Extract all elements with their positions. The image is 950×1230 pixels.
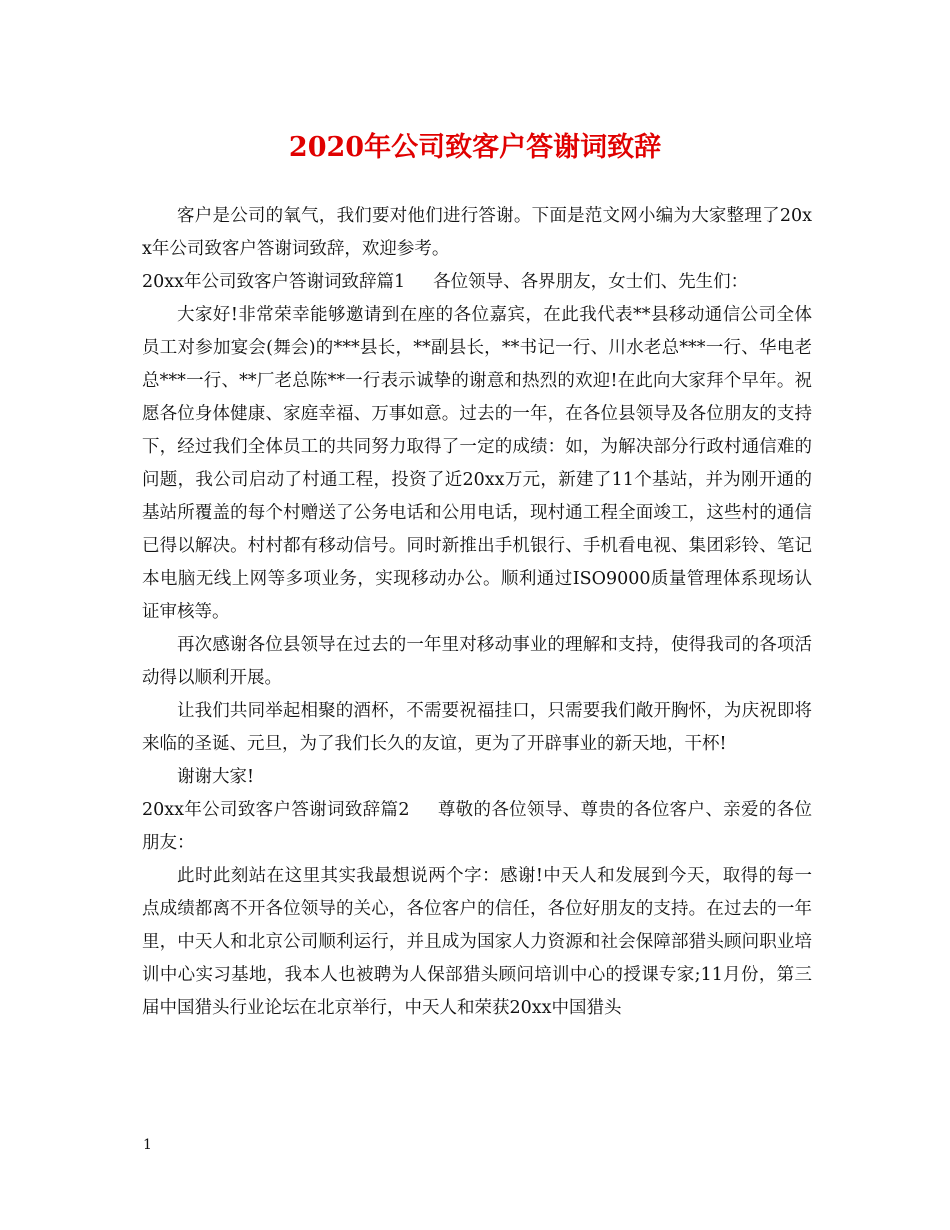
body-paragraph: 此时此刻站在这里其实我最想说两个字：感谢!中天人和发展到今天，取得的每一点成绩都离不开各位领导的关心，各位客户的信任，各位好朋友的支持。在过去的一年里，中天人和北京公司顺利运行，并且成为国家人力资源和社会保障部猎头顾问职业培训中心实习基地，我本人也被聘为人保部猎头顾问培训中心的授课专家;11月份，第三届中国猎头行业论坛在北京举行，中天人和荣获20xx中国猎头: [142, 866, 812, 1018]
body-paragraph: 大家好!非常荣幸能够邀请到在座的各位嘉宾，在此我代表**县移动通信公司全体员工对参加宴会(舞会)的***县长，**副县长，**书记一行、川水老总***一行、华电老总***一行、**厂老总陈**一行表示诚挚的谢意和热烈的欢迎!在此向大家拜个早年。祝愿各位身体健康、家庭幸福、万事如意。过去的一年，在各位县领导及各位朋友的支持下，经过我们全体员工的共同努力取得了一定的成绩：如，为解决部分行政村通信难的问题，我公司启动了村通工程，投资了近20xx万元，新建了11个基站，并为刚开通的基站所覆盖的每个村赠送了公务电话和公用电话，现村通工程全面竣工，这些村的通信已得以解决。村村都有移动信号。同时新推出手机银行、手机看电视、集团彩铃、笔记本电脑无线上网等多项业务，实现移动办公。顺利通过ISO9000质量管理体系现场认证审核等。: [142, 305, 812, 622]
section-heading-2: [142, 794, 812, 860]
document-title: 2020年公司致客户答谢词致辞: [288, 132, 662, 163]
body-paragraph: 让我们共同举起相聚的酒杯，不需要祝福挂口，只需要我们敞开胸怀，为庆祝即将来临的圣诞、元旦，为了我们长久的友谊，更为了开辟事业的新天地，干杯!: [142, 701, 812, 754]
intro-paragraph: 客户是公司的氧气，我们要对他们进行答谢。下面是范文网小编为大家整理了20xx年公司致客户答谢词致辞，欢迎参考。: [142, 206, 812, 259]
closing-line: 谢谢大家!: [177, 767, 255, 787]
document-body: [142, 200, 812, 1025]
section-greeting-2: 尊敬的各位领导、尊贵的各位客户、亲爱的各位朋友：: [142, 800, 812, 853]
section-heading-1: [142, 266, 812, 299]
body-paragraph: 再次感谢各位县领导在过去的一年里对移动事业的理解和支持，使得我司的各项活动得以顺利开展。: [142, 635, 812, 688]
section-label-1: 20xx年公司致客户答谢词致辞篇1: [142, 272, 406, 292]
page-number: 1: [143, 1137, 152, 1153]
section-label-2: 20xx年公司致客户答谢词致辞篇2: [142, 800, 410, 820]
section-greeting-1: 各位领导、各界朋友，女士们、先生们：: [433, 272, 749, 292]
